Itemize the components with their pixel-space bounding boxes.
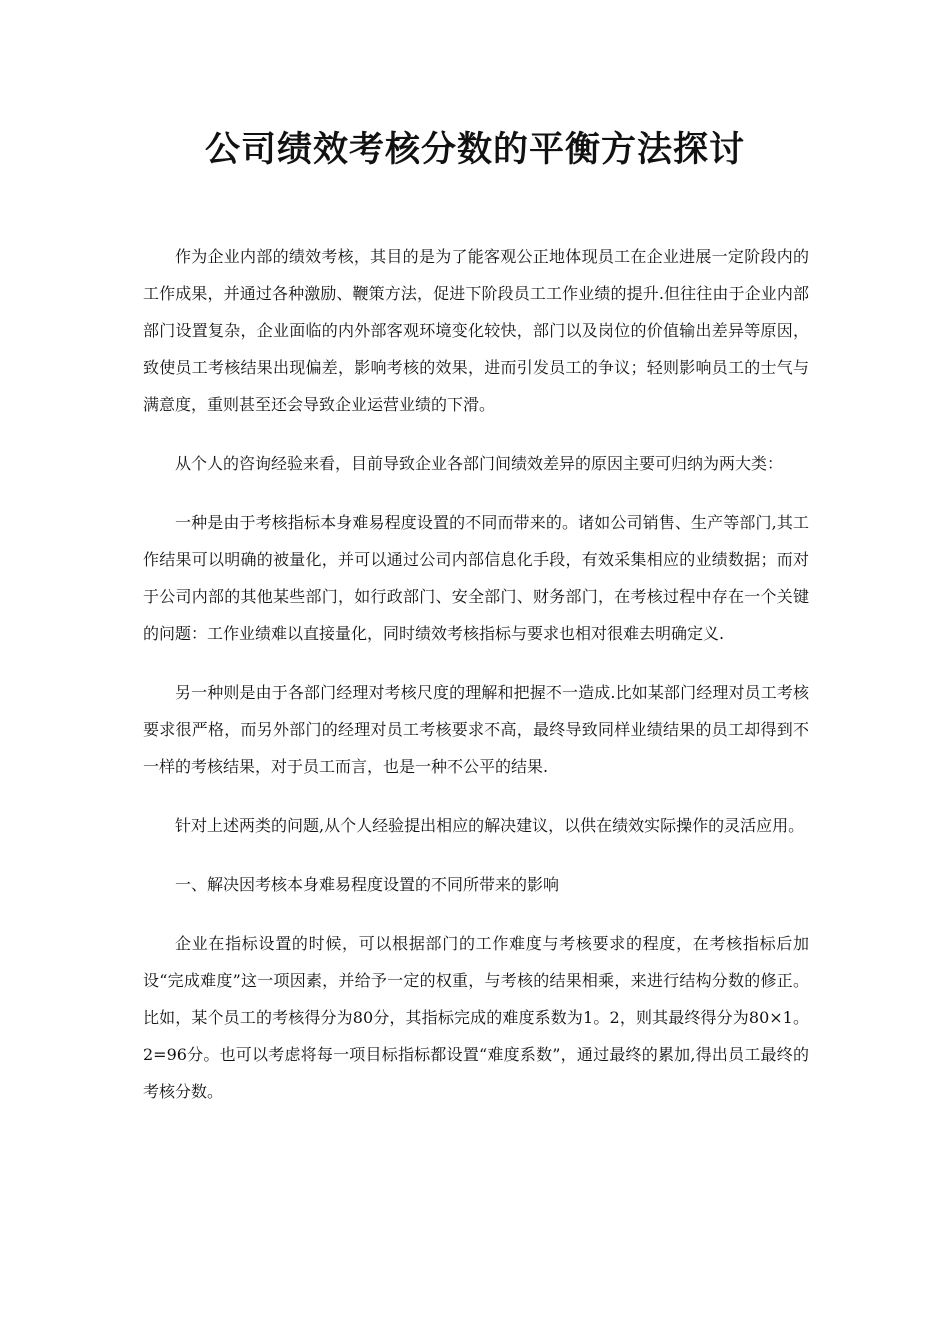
paragraph-first-category: 一种是由于考核指标本身难易程度设置的不同而带来的。诸如公司销售、生产等部门,其工作结果可以明确的被量化，并可以通过公司内部信息化手段，有效采集相应的业绩数据；而对于公司内部的其他某些部门，如行政部门、安全部门、财务部门，在考核过程中存在一个关键的问题：工作业绩难以直接量化，同时绩效考核指标与要求也相对很难去明确定义. [143, 513, 809, 643]
paragraph-two-categories: 从个人的咨询经验来看，目前导致企业各部门间绩效差异的原因主要可归纳为两大类： [175, 454, 784, 473]
paragraph-second-category: 另一种则是由于各部门经理对考核尺度的理解和把握不一造成.比如某部门经理对员工考核要求很严格，而另外部门的经理对员工考核要求不高，最终导致同样业绩结果的员工却得到不一样的考核结果，对于员工而言，也是一种不公平的结果. [143, 683, 809, 776]
paragraph-difficulty-factor: 企业在指标设置的时候，可以根据部门的工作难度与考核要求的程度，在考核指标后加设“完成难度”这一项因素，并给予一定的权重，与考核的结果相乘，来进行结构分数的修正。比如，某个员工的考核得分为80分，其指标完成的难度系数为1。2，则其最终得分为80×1。2=96分。也可以考虑将每一项目标指标都设置“难度系数”，通过最终的累加,得出员工最终的考核分数。 [143, 934, 809, 1101]
document-body [143, 238, 809, 1132]
document-title: 公司绩效考核分数的平衡方法探讨 [204, 129, 745, 170]
paragraph-intro: 作为企业内部的绩效考核，其目的是为了能客观公正地体现员工在企业进展一定阶段内的工作成果，并通过各种激励、鞭策方法，促进下阶段员工工作业绩的提升.但往往由于企业内部部门设置复杂，企业面临的内外部客观环境变化较快，部门以及岗位的价值输出差异等原因，致使员工考核结果出现偏差，影响考核的效果，进而引发员工的争议；轻则影响员工的士气与满意度，重则甚至还会导致企业运营业绩的下滑。 [143, 247, 809, 414]
section-heading-one: 一、解决因考核本身难易程度设置的不同所带来的影响 [175, 875, 560, 894]
paragraph-suggestions: 针对上述两类的问题,从个人经验提出相应的解决建议，以供在绩效实际操作的灵活应用。 [175, 816, 805, 835]
